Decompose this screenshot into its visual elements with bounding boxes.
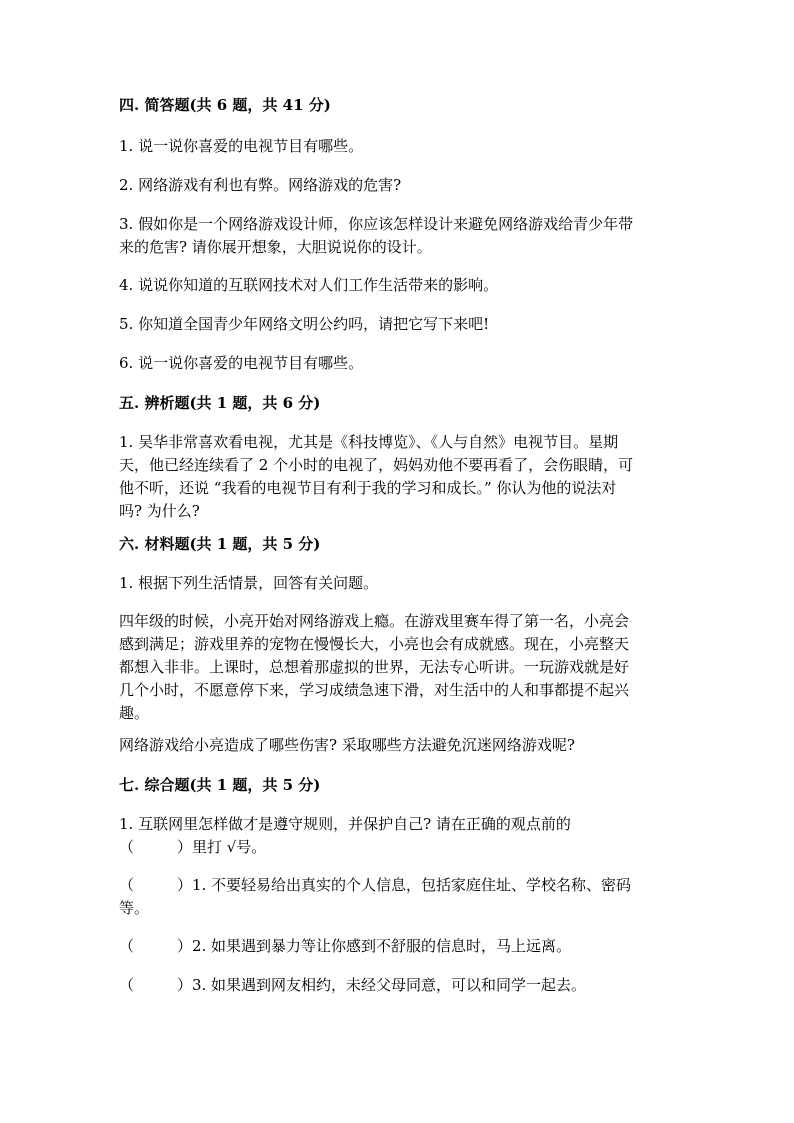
question-6-1: 1. 根据下列生活情景，回答有关问题。: [119, 574, 379, 592]
answer-blank-1: （: [119, 876, 135, 894]
option-3-text: ）3. 如果遇到网友相约，未经父母同意，可以和同学一起去。: [176, 976, 587, 994]
question-4-6: 6. 说一说你喜爱的电视节目有哪些。: [119, 354, 364, 372]
question-4-3: [119, 213, 679, 259]
question-5-1-line-4: 吗? 为什么?: [119, 502, 200, 520]
question-5-1: [119, 431, 679, 523]
material-question: 网络游戏给小亮造成了哪些伤害? 采取哪些方法避免沉迷网络游戏呢?: [119, 736, 575, 754]
answer-blank-2: （: [119, 937, 135, 955]
option-3: [119, 974, 679, 997]
option-2: [119, 935, 679, 958]
option-2-text: ）2. 如果遇到暴力等让你感到不舒服的信息时，马上远离。: [176, 937, 572, 955]
material-line-5: 趣。: [119, 704, 150, 722]
answer-blank-3: （: [119, 976, 135, 994]
section-heading-analysis: 五. 辨析题(共 1 题，共 6 分): [119, 394, 321, 412]
question-7-1-line-2: [119, 836, 679, 859]
option-3-line: [119, 974, 679, 997]
material-line-3: 都想入非非。上课时，总想着那虚拟的世界，无法专心听讲。一玩游戏就是好: [119, 658, 630, 676]
question-5-1-line-1: 1. 吴华非常喜欢看电视，尤其是《科技博览》、《人与自然》电视节目。星期: [119, 433, 619, 451]
option-2-line: [119, 935, 679, 958]
material-line-4: 几个小时，不愿意停下来，学习成绩急速下滑，对生活中的人和事都提不起兴: [119, 681, 630, 699]
answer-blank-intro: （: [119, 838, 135, 856]
question-4-1: 1. 说一说你喜爱的电视节目有哪些。: [119, 137, 364, 155]
option-1-line-1: [119, 874, 679, 897]
question-4-3-line-2: 来的危害? 请你展开想象，大胆说说你的设计。: [119, 238, 432, 256]
section-heading-material: 六. 材料题(共 1 题，共 5 分): [119, 535, 321, 553]
question-7-1-line-1: 1. 互联网里怎样做才是遵守规则，并保护自己? 请在正确的观点前的: [119, 815, 571, 833]
question-4-2: 2. 网络游戏有利也有弊。网络游戏的危害?: [119, 176, 402, 194]
section-heading-short-answer: 四. 简答题(共 6 题，共 41 分): [119, 96, 331, 114]
question-7-1-line-2-text: ）里打 √号。: [176, 838, 267, 856]
question-4-3-line-1: 3. 假如你是一个网络游戏设计师，你应该怎样设计来避免网络游戏给青少年带: [119, 215, 634, 233]
question-5-1-line-2: 天，他已经连续看了 2 个小时的电视了，妈妈劝他不要再看了，会伤眼睛，可: [119, 456, 634, 474]
question-5-1-line-3: 他不听，还说 “我看的电视节目有利于我的学习和成长。” 你认为他的说法对: [119, 479, 617, 497]
section-heading-comprehensive: 七. 综合题(共 1 题，共 5 分): [119, 776, 321, 794]
question-4-4: 4. 说说你知道的互联网技术对人们工作生活带来的影响。: [119, 276, 499, 294]
option-1-line-2: 等。: [119, 899, 150, 917]
option-1-text: ）1. 不要轻易给出真实的个人信息，包括家庭住址、学校名称、密码: [176, 876, 632, 894]
material-passage: [119, 610, 679, 725]
question-7-1: [119, 813, 679, 859]
material-line-2: 感到满足；游戏里养的宠物在慢慢长大，小亮也会有成就感。现在，小亮整天: [119, 635, 630, 653]
material-line-1: 四年级的时候，小亮开始对网络游戏上瘾。在游戏里赛车得了第一名，小亮会: [119, 612, 630, 630]
question-4-5: 5. 你知道全国青少年网络文明公约吗，请把它写下来吧!: [119, 315, 490, 333]
option-1: [119, 874, 679, 920]
